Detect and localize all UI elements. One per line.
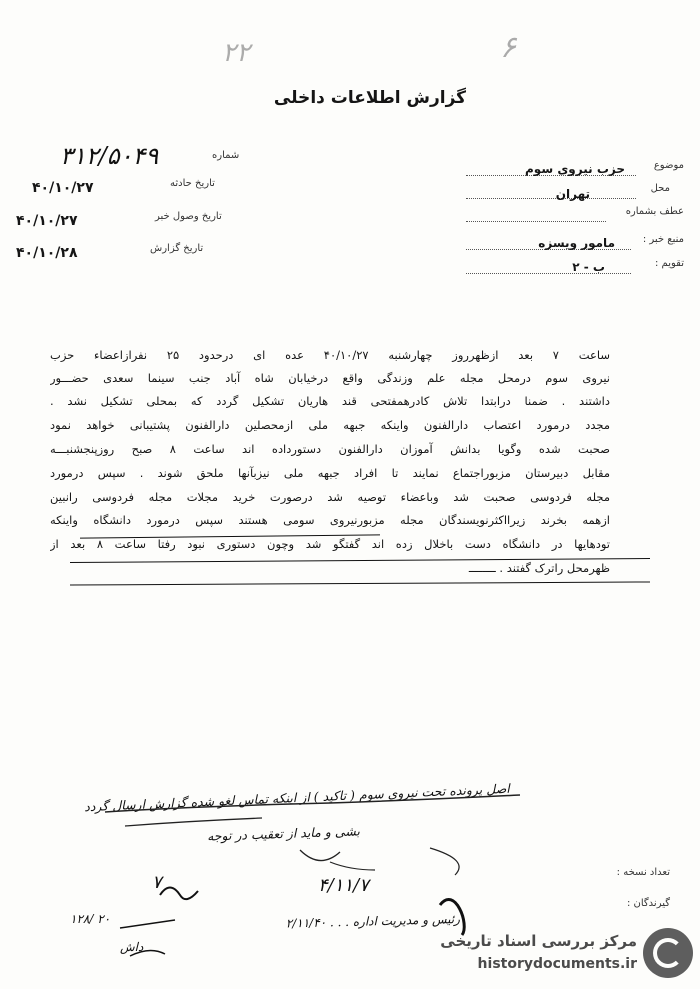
body-line: ظهرمحل راترک گفتند . ــــــــ xyxy=(468,561,610,575)
margin-note: داش xyxy=(120,940,144,954)
event-date-label: تاریخ حادثه xyxy=(170,178,215,189)
corner-mark-right: ۶ xyxy=(500,30,517,65)
handwritten-note-line: بشی و ماید از تعقیب در توجه xyxy=(206,823,361,844)
body-line: نیروی سوم درمحل مجله علم وزندگی واقع درخیابان شاه آباد جنب سینما سعدی حضـــور xyxy=(50,371,610,385)
handwritten-note-line: اصل پرونده تحت نیروی سوم ( تاکید ) از اینکه تماس لغو شده گزارش ارسال گردد xyxy=(83,780,511,815)
watermark-logo xyxy=(643,928,693,978)
source-label: منبع خبر : xyxy=(642,234,684,245)
watermark-url: historydocuments.ir xyxy=(477,956,637,972)
report-date-value: ۴۰/۱۰/۲۸ xyxy=(16,245,78,261)
corner-mark-center: ۲۲ xyxy=(222,38,250,68)
event-date-value: ۴۰/۱۰/۲۷ xyxy=(32,180,94,196)
report-date-label: تاریخ گزارش xyxy=(150,243,204,254)
number-value: ۳۱۲/۵۰۴۹ xyxy=(60,142,159,170)
received-date-value: ۴۰/۱۰/۲۷ xyxy=(16,213,78,229)
body-line: ازهمه بخرند زیرااکثرنویسندگان مجله مزبورنیروی سومی هستند سپس درمورد دانشگاه واینکه xyxy=(50,513,610,527)
copies-label: تعداد نسخه : xyxy=(616,867,670,878)
body-line: داشتند . ضمنا درابتدا تلاش کادرهمفتحی قند هاریان تشکیل گردد که بمحلی تشکیل نشد . xyxy=(50,394,610,408)
evaluation-label: تقویم : xyxy=(655,258,684,269)
reference-label: عطف بشماره xyxy=(625,206,684,217)
margin-note: ۱۲۸/ ۲۰ xyxy=(70,912,111,926)
body-line: تودهایها در دانشگاه دست باخلال زده اند گفتگو شد وچون دستوری نبود رفتا ساعت ۸ بعد از xyxy=(50,537,610,551)
watermark xyxy=(440,926,695,984)
number-label: شماره xyxy=(212,150,240,161)
body-line: مجدد درمورد اعتصاب دارالفنون واینکه جبهه ملی ازمحصلین دارالفنون پشتیبانی خواهد نمود xyxy=(50,418,610,432)
subject-value: حزب نیروی سوم xyxy=(525,162,625,176)
location-value: تهران xyxy=(555,187,590,201)
received-date-label: تاریخ وصول خبر xyxy=(155,211,222,222)
location-line xyxy=(466,198,636,199)
source-value: مامور ویسزه xyxy=(538,236,615,250)
handwritten-underline xyxy=(70,581,650,585)
body-line: ساعت ۷ بعد ازظهرروز چهارشنبه ۴۰/۱۰/۲۷ عده ای درحدود ۲۵ نفرازاعضاء حزب xyxy=(50,348,610,362)
evaluation-line xyxy=(466,273,631,274)
handwritten-date: ۴/۱۱/۷ xyxy=(318,875,369,896)
body-line: مجله فردوسی صحبت شد وباعضاء توصیه شد درصورت خرید مجلات مجله فردوسی رانبین xyxy=(50,490,610,504)
recipients-label: گیرندگان : xyxy=(626,898,670,909)
body-line: صحبت شده وگویا بدانش آموزان دارالفنون دستورداده اند ساعت ۸ صبح روزپنجشنبـــه xyxy=(50,442,610,456)
body-line: مقابل دبیرستان مزبوراجتماع نمایند تا افراد جبهه ملی نیزبآنها ملحق شوند . سپس درمورد xyxy=(50,466,610,480)
watermark-org-name: مرکز بررسی اسناد تاریخی xyxy=(440,932,637,950)
reference-line xyxy=(466,221,606,222)
margin-note: ۷ xyxy=(152,872,162,893)
subject-label: موضوع xyxy=(653,160,684,171)
evaluation-value: ب - ۲ xyxy=(572,260,605,274)
location-label: محل xyxy=(650,183,670,194)
page-title: گزارش اطلاعات داخلی xyxy=(273,88,467,108)
signature-block: رئیس و مدیریت اداره . . . ۲/۱۱/۴۰ xyxy=(285,911,461,931)
